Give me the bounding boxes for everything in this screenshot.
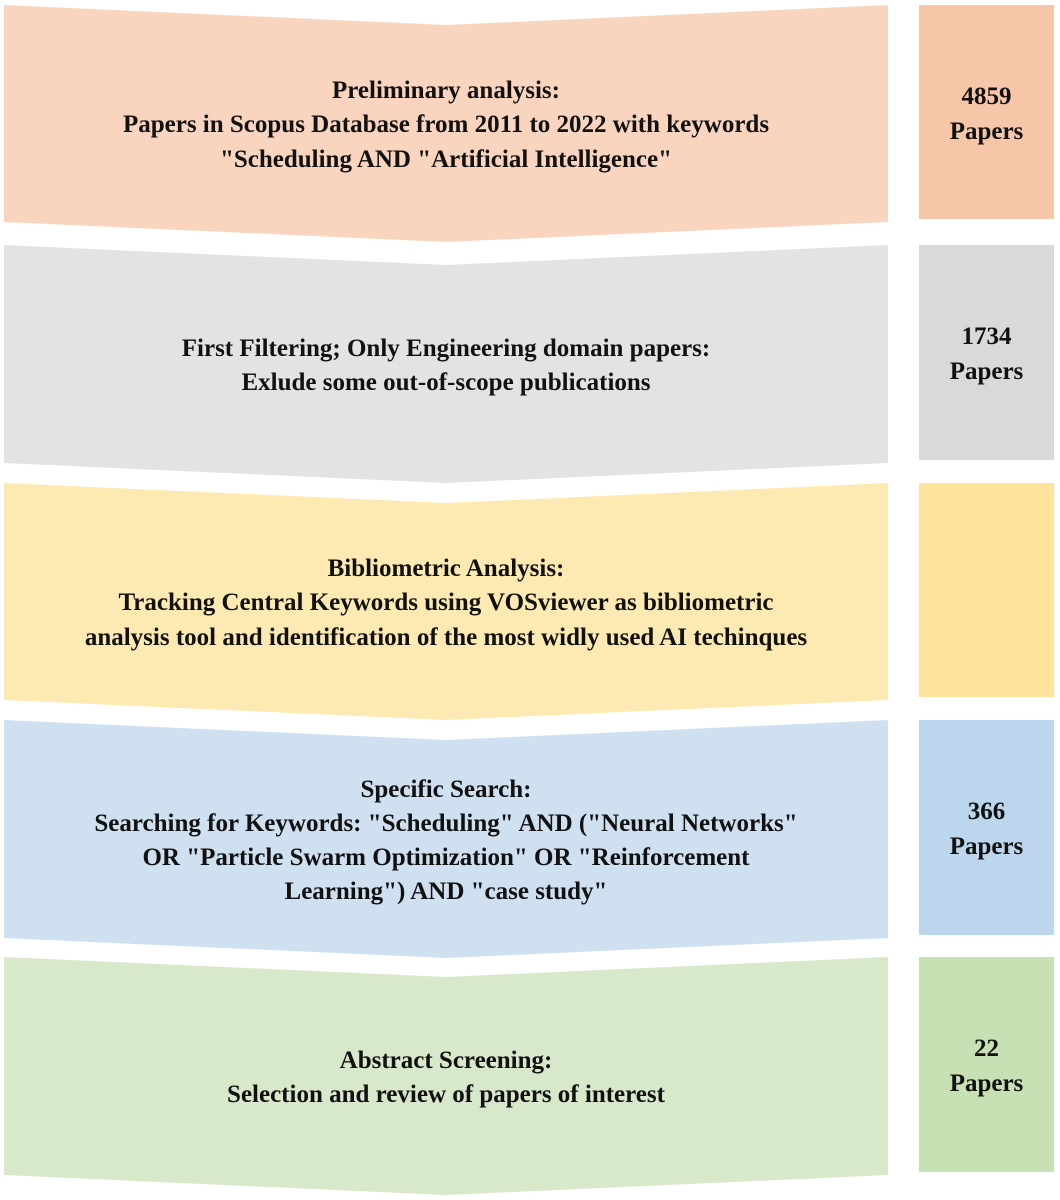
step-text-specific-search bbox=[4, 732, 888, 950]
step-heading: Preliminary analysis: bbox=[331, 77, 560, 105]
step-text-bibliometric bbox=[4, 495, 888, 712]
paper-count-number: 4859 bbox=[961, 82, 1012, 110]
step-description-line: Exlude some out-of-scope publications bbox=[241, 369, 651, 396]
step-text-first-filtering bbox=[4, 257, 888, 475]
step-description-line: Selection and review of papers of interest bbox=[227, 1081, 665, 1108]
paper-count-preliminary bbox=[919, 5, 1054, 222]
step-lines bbox=[94, 773, 797, 910]
step-heading: Abstract Screening: bbox=[339, 1046, 553, 1074]
step-lines bbox=[85, 552, 807, 655]
paper-count-abstract-screening bbox=[919, 957, 1054, 1175]
step-lines bbox=[227, 1044, 665, 1113]
paper-count-number: 366 bbox=[967, 798, 1006, 825]
paper-count-specific-search bbox=[919, 720, 1054, 938]
step-description-line: Tracking Central Keywords using VOSviewer as bibliometric bbox=[118, 589, 774, 617]
step-lines bbox=[182, 332, 710, 401]
step-text-abstract-screening bbox=[4, 969, 888, 1187]
step-description-line: "Scheduling AND "Artificial Intelligence" bbox=[219, 145, 673, 173]
paper-count-bibliometric bbox=[919, 483, 1054, 700]
step-description-line: Papers in Scopus Database from 2011 to 2022 with keywords bbox=[122, 111, 770, 139]
step-description-line: OR "Particle Swarm Optimization" OR "Reinforcement bbox=[142, 844, 750, 871]
step-heading: First Filtering; Only Engineering domain papers: bbox=[181, 334, 711, 362]
step-description-line: analysis tool and identification of the most widly used AI techinques bbox=[84, 623, 808, 651]
step-lines bbox=[123, 74, 769, 177]
paper-count-first-filtering bbox=[919, 245, 1054, 463]
paper-count-unit: Papers bbox=[949, 358, 1024, 385]
paper-count-number: 1734 bbox=[961, 323, 1012, 350]
step-description-line: Searching for Keywords: "Scheduling" AND ("Neural Networks" bbox=[94, 809, 798, 837]
step-text-preliminary bbox=[4, 17, 888, 234]
paper-count-number: 22 bbox=[974, 1035, 999, 1062]
step-heading: Specific Search: bbox=[360, 775, 532, 803]
paper-count-unit: Papers bbox=[949, 1070, 1024, 1097]
paper-count-unit: Papers bbox=[949, 117, 1024, 145]
paper-count-unit: Papers bbox=[949, 833, 1024, 860]
step-description-line: Learning") AND "case study" bbox=[284, 878, 608, 906]
step-heading: Bibliometric Analysis: bbox=[327, 555, 565, 583]
